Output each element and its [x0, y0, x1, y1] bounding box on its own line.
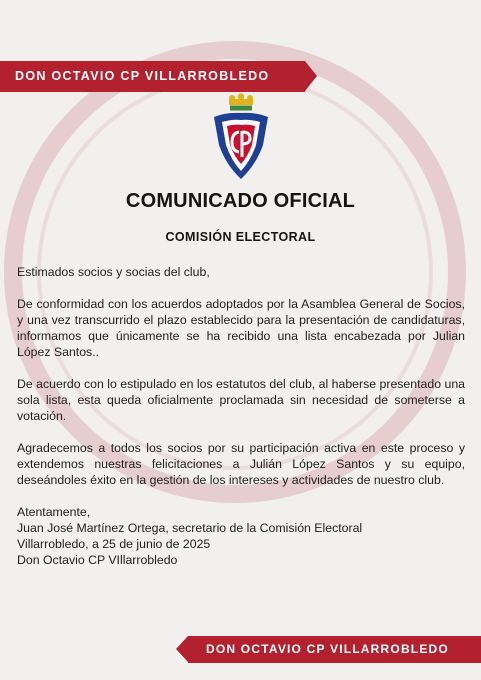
closing-salutation: Atentamente,	[17, 505, 91, 519]
greeting: Estimados socios y socias del club,	[17, 265, 210, 279]
club-crest-logo	[206, 93, 276, 183]
bottom-banner-arrow	[176, 636, 188, 662]
closing-place-date: Villarrobledo, a 25 de junio de 2025	[17, 537, 211, 551]
paragraph-3: Agradecemos a todos los socios por su participación activa en este proceso y extendemos nuestras felicitaciones a Julián López Santos y su equipo, deseándoles éxito en la gestión de los intereses y actividades de nuestro club.	[17, 441, 465, 487]
document-subtitle: COMISIÓN ELECTORAL	[165, 230, 316, 244]
top-banner	[0, 61, 305, 92]
bottom-banner-text: DON OCTAVIO CP VILLARROBLEDO	[206, 642, 449, 656]
paragraph-1: De conformidad con los acuerdos adoptados por la Asamblea General de Socios, y una vez transcurrido el plazo establecido para la presentación de candidaturas, informamos que únicamente se ha recibido una lista encabezada por Julian López Santos..	[17, 297, 465, 359]
paragraph-2: De acuerdo con lo estipulado en los estatutos del club, al haberse presentado una sola lista, esta queda oficialmente proclamada sin necesidad de someterse a votación.	[17, 377, 465, 423]
document-body	[17, 264, 465, 568]
bottom-banner	[188, 636, 481, 663]
top-banner-text: DON OCTAVIO CP VILLARROBLEDO	[15, 69, 270, 83]
closing-signature: Juan José Martínez Ortega, secretario de la Comisión Electoral	[17, 521, 363, 535]
document-title: COMUNICADO OFICIAL	[125, 190, 356, 212]
top-banner-arrow	[305, 61, 317, 91]
closing-club-name: Don Octavio CP VIllarrobledo	[17, 553, 178, 567]
